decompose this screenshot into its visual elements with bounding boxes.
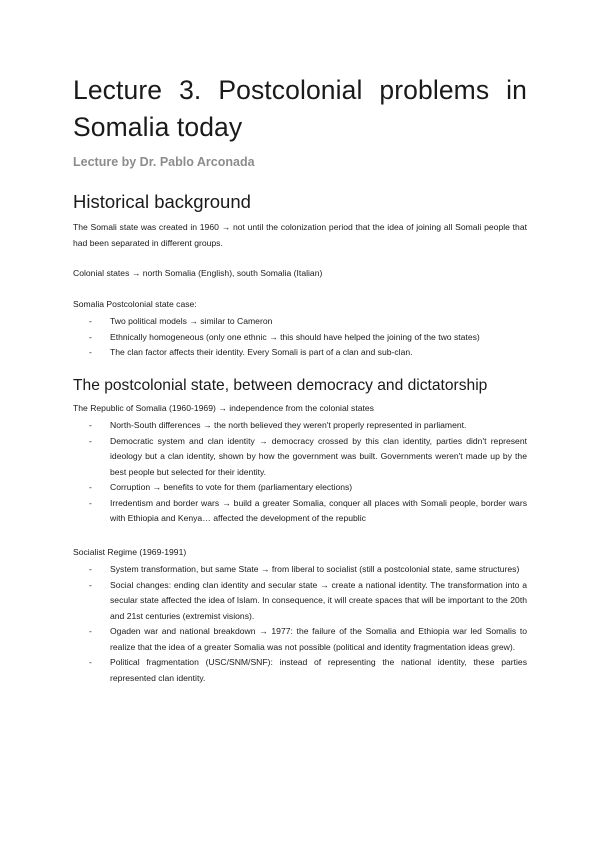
bullet-dash: - (89, 316, 92, 326)
lecture-author: Lecture by Dr. Pablo Arconada (73, 155, 255, 169)
list-historical (73, 314, 527, 361)
heading-historical-background: Historical background (73, 191, 251, 212)
bullet-dash: - (89, 482, 92, 492)
list-item: - Democratic system and clan identity → democracy crossed by this clan identity, parties didn't represent ideology but a clan identity, shown by how the government was built. Governments weren't made up by the best people but selected for their identity. (89, 435, 527, 477)
list-item: - Corruption → benefits to vote for them (parliamentary elections) (73, 480, 527, 496)
heading-postcolonial-state: The postcolonial state, between democracy and dictatorship (73, 376, 488, 394)
bullet-dash: - (89, 435, 92, 446)
list-item: - System transformation, but same State → from liberal to socialist (still a postcolonial state, same structures) (73, 562, 527, 578)
bullet-dash: - (89, 347, 92, 357)
paragraph-socialist-label: Socialist Regime (1969-1991) (73, 546, 187, 557)
page-title: Lecture 3. Postcolonial problems in Somalia today (73, 75, 527, 142)
list-item: - Ogaden war and national breakdown → 1977: the failure of the Somalia and Ethiopia war led Somalis to realize that the idea of a greater Somalia was not possible (political and identity fragmentation ideas grew). (89, 626, 527, 652)
paragraph-intro: The Somali state was created in 1960 → not until the colonization period that the idea of joining all Somali people that had been separated in different groups. (73, 222, 527, 248)
list-item: - Two political models → similar to Cameron (73, 314, 527, 330)
list-item: - North-South differences → the north believed they weren't properly represented in parliament. (73, 418, 527, 434)
list-item: - Irredentism and border wars → build a greater Somalia, conquer all places with Somali people, border wars with Ethiopia and Kenya… affected the development of the republic (89, 497, 527, 523)
bullet-dash: - (89, 579, 92, 590)
bullet-dash: - (89, 420, 92, 430)
paragraph-case-label: Somalia Postcolonial state case: (73, 298, 197, 309)
list-item: - Political fragmentation (USC/SNM/SNF): instead of representing the national identity, these parties represented clan identity. (89, 657, 527, 683)
list-item: - Ethnically homogeneous (only one ethnic → this should have helped the joining of the two states) (73, 330, 527, 346)
bullet-dash: - (89, 331, 92, 342)
bullet-dash: - (89, 657, 92, 667)
document-content (73, 72, 527, 686)
bullet-dash: - (89, 626, 92, 636)
bullet-dash: - (89, 564, 92, 574)
paragraph-colonial-states: Colonial states → north Somalia (English), south Somalia (Italian) (73, 268, 323, 278)
bullet-dash: - (89, 497, 92, 508)
paragraph-republic-label: The Republic of Somalia (1960-1969) → independence from the colonial states (73, 402, 374, 413)
list-item: - The clan factor affects their identity. Every Somali is part of a clan and sub-clan. (73, 345, 527, 361)
list-socialist (73, 562, 527, 686)
list-republic (73, 418, 527, 527)
list-item: - Social changes: ending clan identity and secular state → create a national identity. The transformation into a secular state affected the idea of Islam. In consequence, it will create spaces that will be important to the 20th and 21st centuries (extremist visions). (89, 579, 527, 621)
